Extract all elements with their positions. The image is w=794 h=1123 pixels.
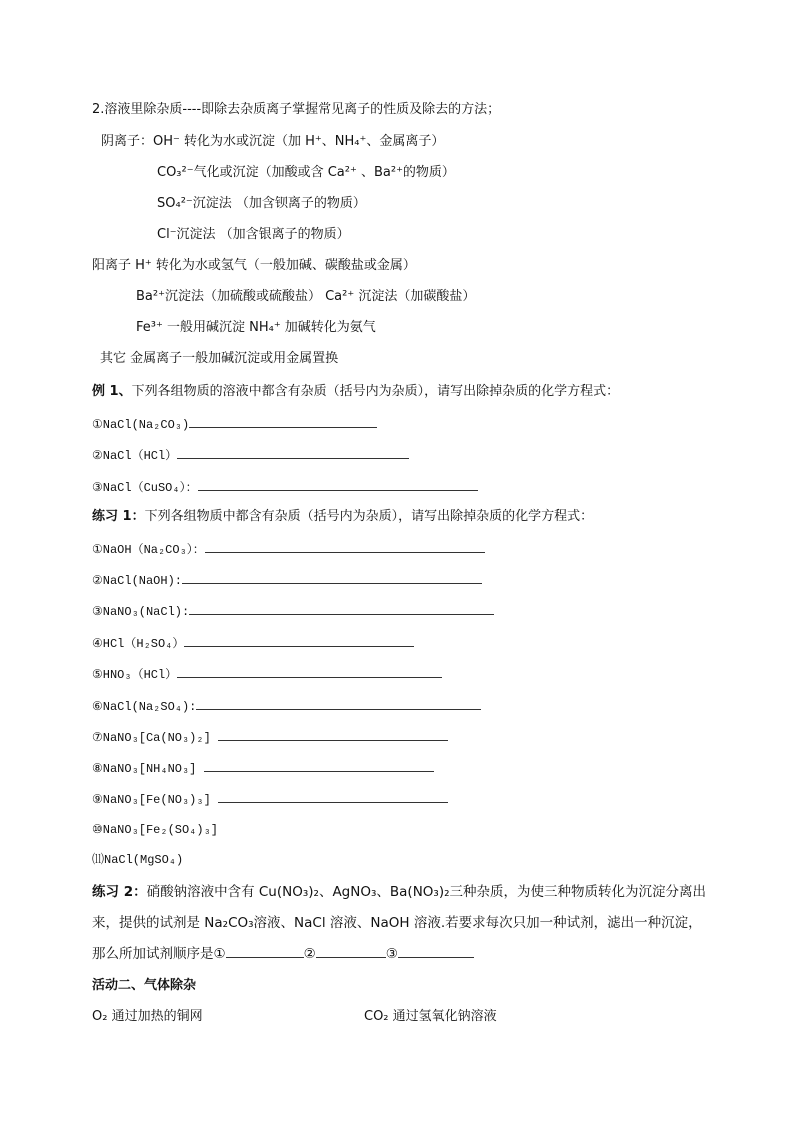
example1-item bbox=[92, 478, 478, 497]
blank-label: ③ bbox=[385, 946, 398, 962]
cation-h-line: 阳离子 H⁺ 转化为水或氢气（一般加碱、碳酸盐或金属） bbox=[92, 258, 416, 273]
practice1-label: 练习 1： bbox=[92, 509, 145, 524]
item-label: ⑾NaCl(MgSO₄) bbox=[92, 853, 184, 867]
practice2-line2: 来，提供的试剂是 Na₂CO₃溶液、NaCl 溶液、NaOH 溶液.若要求每次只加一种试剂，滤出一种沉淀， bbox=[92, 915, 702, 931]
answer-blank[interactable] bbox=[316, 945, 386, 958]
practice2-label: 练习 2： bbox=[92, 884, 147, 900]
item-label: ⑦NaNO₃[Ca(NO₃)₂] bbox=[92, 731, 211, 745]
practice1-item bbox=[92, 540, 485, 559]
anion-cl-line: Cl⁻沉淀法 （加含银离子的物质） bbox=[157, 227, 350, 242]
answer-blank[interactable] bbox=[189, 415, 377, 428]
practice1-item bbox=[92, 851, 183, 869]
practice1-item bbox=[92, 665, 442, 684]
item-label: ⑥NaCl(Na₂SO₄): bbox=[92, 700, 197, 714]
practice1-item bbox=[92, 728, 448, 747]
item-label: ⑩NaNO₃[Fe₂(SO₄)₃] bbox=[92, 823, 218, 837]
practice2-line3 bbox=[92, 945, 474, 963]
anion-label: 阴离子： bbox=[101, 134, 154, 149]
answer-blank[interactable] bbox=[196, 697, 481, 710]
practice1-item bbox=[92, 602, 494, 621]
practice2-text: 硝酸钠溶液中含有 Cu(NO₃)₂、AgNO₃、Ba(NO₃)₂三种杂质，为使三种物质转化为沉淀分离出 bbox=[146, 884, 707, 900]
gas-o2-line: O₂ 通过加热的铜网 bbox=[92, 1009, 203, 1024]
answer-blank[interactable] bbox=[218, 728, 448, 741]
item-label: ④HCl（H₂SO₄） bbox=[92, 637, 185, 651]
practice1-item bbox=[92, 790, 448, 809]
answer-blank[interactable] bbox=[189, 602, 494, 615]
example1-prompt bbox=[92, 383, 619, 401]
answer-blank[interactable] bbox=[205, 540, 485, 553]
section2-heading: 2.溶液里除杂质----即除去杂质离子掌握常见离子的性质及除去的方法； bbox=[92, 102, 501, 117]
blank-label: ① bbox=[213, 946, 226, 962]
answer-blank[interactable] bbox=[204, 759, 434, 772]
practice1-prompt bbox=[92, 508, 593, 526]
answer-blank[interactable] bbox=[177, 446, 409, 459]
anion-oh-text: OH⁻ 转化为水或沉淀（加 H⁺、NH₄⁺、金属离子） bbox=[153, 134, 445, 149]
example1-item bbox=[92, 415, 377, 434]
item-label: ②NaCl（HCl） bbox=[92, 449, 178, 463]
activity2-heading: 活动二、气体除杂 bbox=[92, 978, 197, 993]
anion-co3-line: CO₃²⁻气化或沉淀（加酸或含 Ca²⁺ 、Ba²⁺的物质） bbox=[157, 165, 455, 180]
answer-blank[interactable] bbox=[226, 945, 304, 958]
practice1-item bbox=[92, 571, 482, 590]
item-label: ①NaOH（Na₂CO₃）： bbox=[92, 543, 205, 557]
answer-blank[interactable] bbox=[398, 945, 474, 958]
practice1-item bbox=[92, 634, 414, 653]
example1-label: 例 1、 bbox=[92, 384, 132, 399]
answer-blank[interactable] bbox=[182, 571, 482, 584]
item-label: ③NaCl（CuSO₄）： bbox=[92, 481, 198, 495]
answer-blank[interactable] bbox=[218, 790, 448, 803]
answer-blank[interactable] bbox=[184, 634, 414, 647]
item-label: ③NaNO₃(NaCl): bbox=[92, 605, 190, 619]
gas-co2-line: CO₂ 通过氢氧化钠溶液 bbox=[364, 1009, 497, 1024]
order-prompt: 那么所加试剂顺序是 bbox=[92, 946, 214, 962]
other-metal-line: 其它 金属离子一般加碱沉淀或用金属置换 bbox=[100, 351, 339, 366]
practice1-item bbox=[92, 821, 218, 839]
blank-label: ② bbox=[303, 946, 316, 962]
example1-text: 下列各组物质的溶液中都含有杂质（括号内为杂质），请写出除掉杂质的化学方程式： bbox=[131, 384, 620, 399]
example1-item bbox=[92, 446, 409, 465]
item-label: ⑨NaNO₃[Fe(NO₃)₃] bbox=[92, 793, 211, 807]
item-label: ⑧NaNO₃[NH₄NO₃] bbox=[92, 762, 197, 776]
practice1-text: 下列各组物质中都含有杂质（括号内为杂质），请写出除掉杂质的化学方程式： bbox=[144, 509, 594, 524]
anion-oh-line bbox=[101, 133, 444, 151]
answer-blank[interactable] bbox=[198, 478, 478, 491]
practice2-line1 bbox=[92, 883, 706, 901]
item-label: ⑤HNO₃（HCl） bbox=[92, 668, 178, 682]
practice1-item bbox=[92, 759, 434, 778]
cation-ba-ca-line: Ba²⁺沉淀法（加硫酸或硫酸盐） Ca²⁺ 沉淀法（加碳酸盐） bbox=[136, 289, 476, 304]
anion-so4-line: SO₄²⁻沉淀法 （加含钡离子的物质） bbox=[157, 196, 366, 211]
item-label: ①NaCl(Na₂CO₃) bbox=[92, 418, 190, 432]
answer-blank[interactable] bbox=[177, 665, 442, 678]
cation-fe-nh4-line: Fe³⁺ 一般用碱沉淀 NH₄⁺ 加碱转化为氨气 bbox=[136, 320, 376, 335]
item-label: ②NaCl(NaOH): bbox=[92, 574, 182, 588]
practice1-item bbox=[92, 697, 481, 716]
